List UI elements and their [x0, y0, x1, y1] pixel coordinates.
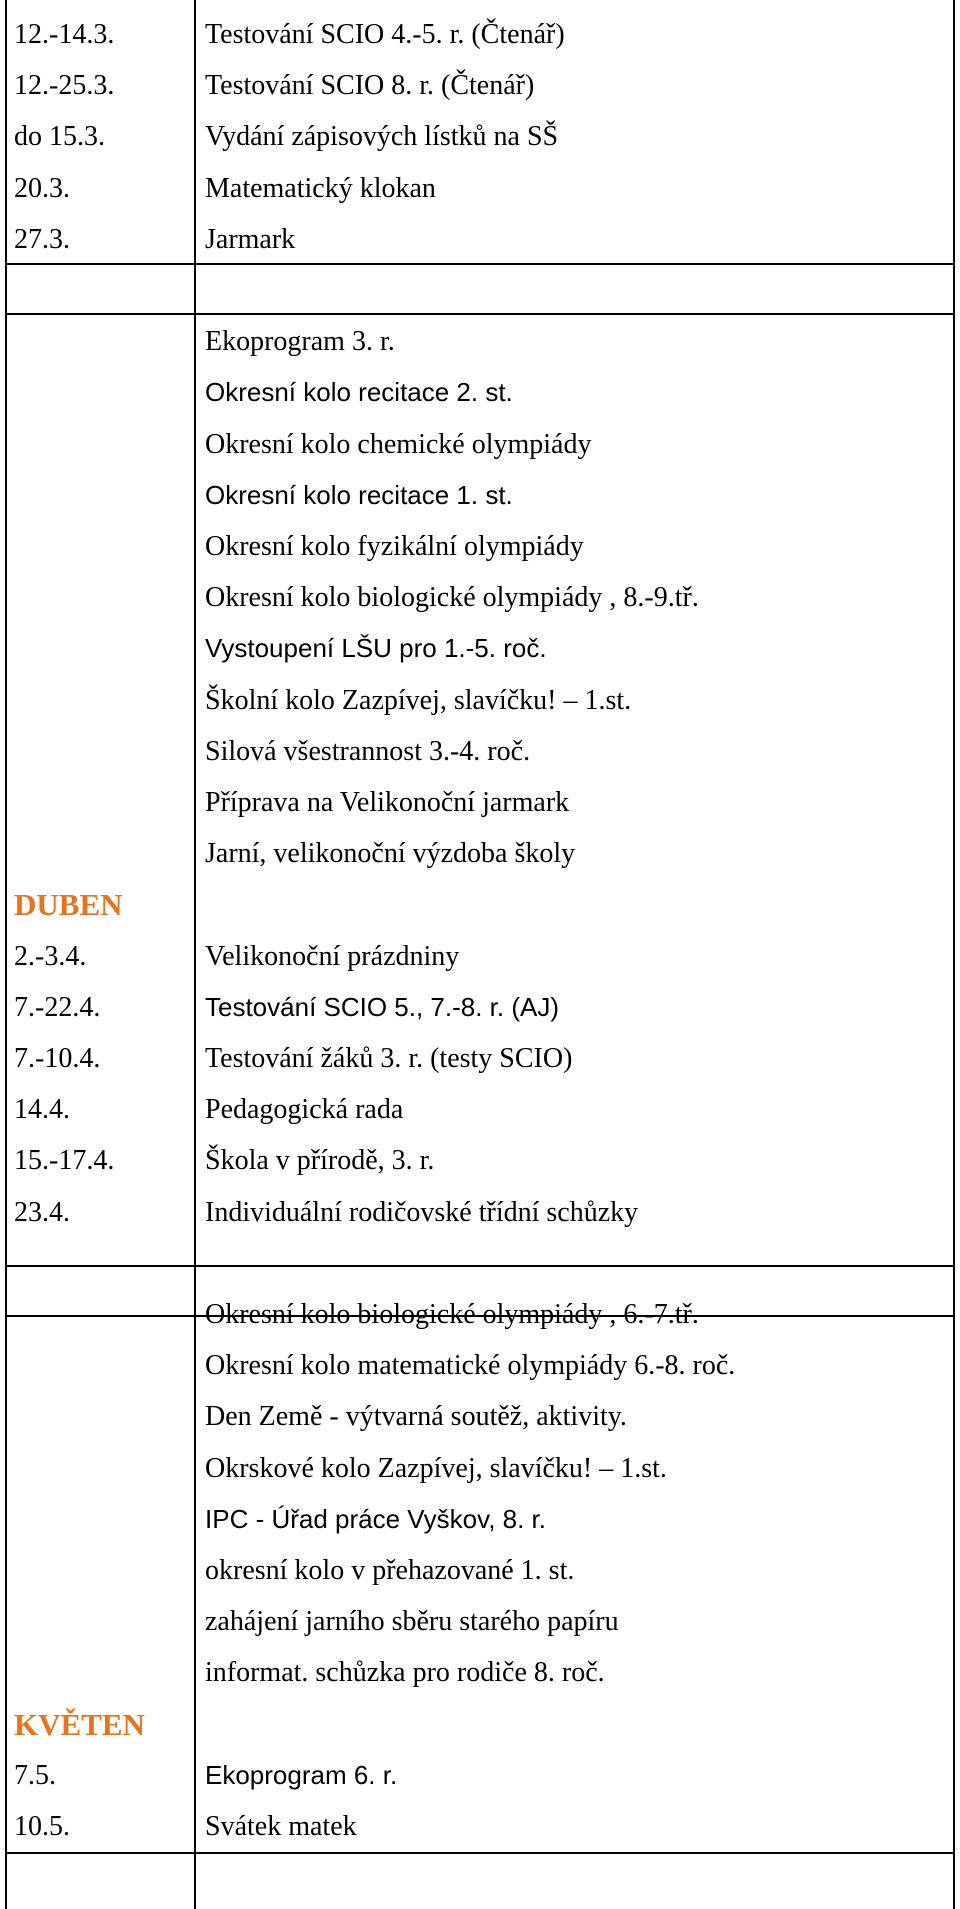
event-cell: Testování žáků 3. r. (testy SCIO) [205, 1043, 573, 1074]
table-row [0, 1801, 960, 1852]
table-row [0, 1750, 960, 1801]
event-cell: Okresní kolo recitace 1. st. [205, 479, 513, 510]
event-cell: Vydání zápisových lístků na SŠ [205, 121, 559, 153]
event-cell: Individuální rodičovské třídní schůzky [205, 1196, 639, 1228]
date-cell: 12.-14.3. [14, 19, 115, 50]
date-cell: 7.-22.4. [14, 991, 101, 1023]
table-row [0, 470, 960, 521]
event-cell: Ekoprogram 3. r. [205, 326, 395, 358]
table-row [0, 777, 960, 828]
month-heading-row [0, 879, 960, 930]
table-row [0, 1545, 960, 1596]
event-cell: Testování SCIO 8. r. (Čtenář) [205, 70, 535, 102]
table-row [0, 1494, 960, 1545]
date-cell: 14.4. [14, 1094, 70, 1126]
table-row [0, 1289, 960, 1340]
event-cell: Okrskové kolo Zazpívej, slavíčku! – 1.st. [205, 1452, 667, 1484]
table-row [0, 675, 960, 726]
event-cell: Vystoupení LŠU pro 1.-5. roč. [205, 633, 547, 664]
event-cell: Okresní kolo biologické olympiády , 8.-9.tř. [205, 582, 699, 614]
month-heading: DUBEN [14, 887, 123, 923]
date-cell: 15.-17.4. [14, 1145, 115, 1177]
table-row [0, 214, 960, 265]
event-cell: zahájení jarního sběru starého papíru [205, 1606, 619, 1638]
month-heading-row [0, 1699, 960, 1750]
table-row [0, 1596, 960, 1647]
table-row [0, 111, 960, 162]
table-row [0, 1391, 960, 1442]
table-row [0, 572, 960, 623]
table-row [0, 1852, 960, 1903]
table-row [0, 828, 960, 879]
event-cell: Velikonoční prázdniny [205, 940, 460, 972]
month-heading: KVĚTEN [14, 1706, 145, 1742]
date-cell: 7.-10.4. [14, 1043, 101, 1074]
date-cell: 12.-25.3. [14, 70, 115, 102]
event-cell: Příprava na Velikonoční jarmark [205, 787, 570, 818]
event-cell: Jarmark [205, 223, 296, 255]
table-row [0, 265, 960, 316]
event-cell: Okresní kolo biologické olympiády , 6.-7.tř. [205, 1299, 699, 1330]
table-row [0, 1647, 960, 1698]
event-cell: Okresní kolo fyzikální olympiády [205, 531, 584, 562]
table-row [0, 367, 960, 418]
table-row [0, 521, 960, 572]
table-row [0, 60, 960, 111]
table-row [0, 726, 960, 777]
table-row [0, 1340, 960, 1391]
event-cell: Okresní kolo chemické olympiády [205, 428, 592, 460]
event-cell: okresní kolo v přehazované 1. st. [205, 1555, 575, 1586]
event-cell: Ekoprogram 6. r. [205, 1759, 398, 1790]
table-row [0, 9, 960, 60]
table-row [0, 931, 960, 982]
date-cell: 27.3. [14, 223, 70, 255]
date-cell: 20.3. [14, 172, 70, 204]
table-row [0, 1135, 960, 1186]
table-row [0, 419, 960, 470]
event-cell: Pedagogická rada [205, 1094, 404, 1126]
event-cell: Škola v přírodě, 3. r. [205, 1145, 435, 1177]
event-cell: Jarní, velikonoční výzdoba školy [205, 838, 576, 870]
date-cell: do 15.3. [14, 121, 105, 153]
table-row [0, 1187, 960, 1238]
table-row [0, 1443, 960, 1494]
date-cell: 2.-3.4. [14, 940, 87, 972]
date-cell: 10.5. [14, 1811, 70, 1842]
event-cell: Školní kolo Zazpívej, slavíčku! – 1.st. [205, 684, 632, 716]
table-row [0, 316, 960, 367]
table-row [0, 982, 960, 1033]
event-cell: Okresní kolo recitace 2. st. [205, 377, 513, 408]
event-cell: Svátek matek [205, 1811, 357, 1842]
table-row [0, 163, 960, 214]
table-row [0, 623, 960, 674]
date-cell: 7.5. [14, 1759, 56, 1791]
event-cell: Okresní kolo matematické olympiády 6.-8. roč. [205, 1350, 736, 1382]
table-row [0, 1084, 960, 1135]
event-cell: Silová všestrannost 3.-4. roč. [205, 735, 531, 767]
event-cell: IPC - Úřad práce Vyškov, 8. r. [205, 1503, 546, 1534]
table-row [0, 1238, 960, 1289]
event-cell: Testování SCIO 5., 7.-8. r. (AJ) [205, 991, 560, 1022]
event-cell: Testování SCIO 4.-5. r. (Čtenář) [205, 19, 565, 50]
event-cell: Den Země - výtvarná soutěž, aktivity. [205, 1401, 627, 1433]
table-row [0, 1033, 960, 1084]
event-cell: Matematický klokan [205, 172, 436, 204]
date-cell: 23.4. [14, 1196, 70, 1228]
event-cell: informat. schůzka pro rodiče 8. roč. [205, 1657, 605, 1689]
